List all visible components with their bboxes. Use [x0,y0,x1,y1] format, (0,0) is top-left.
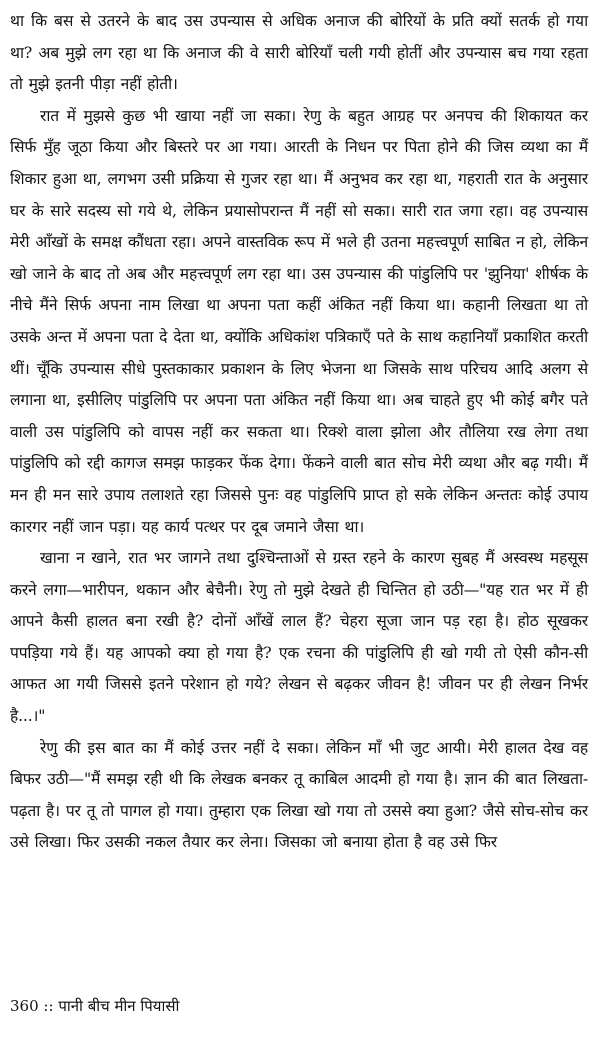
page-footer [10,996,179,1016]
paragraph-1: था कि बस से उतरने के बाद उस उपन्यास से अधिक अनाज की बोरियों के प्रति क्यों सतर्क हो गया था? अब मुझे लग रहा था कि अनाज की वे सारी बोरियाँ चली गयी होतीं और उपन्यास बच गया रहता तो मुझे इतनी पीड़ा नहीं होती। [10,12,588,94]
page-number: 360 [10,997,39,1015]
page-body [10,6,588,859]
paragraph-3: खाना न खाने, रात भर जागने तथा दुश्चिन्ताओं से ग्रस्त रहने के कारण सुबह मैं अस्वस्थ महसूस करने लगा—भारीपन, थकान और बेचैनी। रेणु तो मुझे देखते ही चिन्तित हो उठी—"यह रात भर में ही आपने कैसी हालत बना रखी है? दोनों आँखें लाल हैं? चेहरा सूजा जान पड़ रहा है। होठ सूखकर पपड़िया गये हैं। यह आपको क्या हो गया है? एक रचना की पांडुलिपि ही खो गयी तो ऐसी कौन-सी आफत आ गयी जिससे इतने परेशान हो गये? लेखन से बढ़कर जीवन है! जीवन पर ही लेखन निर्भर है...।" [10,549,588,726]
footer-separator: :: [43,997,54,1015]
paragraph-4: रेणु की इस बात का मैं कोई उत्तर नहीं दे सका। लेकिन माँ भी जुट आयी। मेरी हालत देख वह बिफर उठी—"मैं समझ रही थी कि लेखक बनकर तू काबिल आदमी हो गया है। ज्ञान की बात लिखता-पढ़ता है। पर तू तो पागल हो गया। तुम्हारा एक लिखा खो गया तो उससे क्या हुआ? जैसे सोच-सोच कर उसे लिखा। फिर उसकी नकल तैयार कर लेना। जिसका जो बनाया होता है वह उसे फिर [10,738,588,852]
paragraph-2: रात में मुझसे कुछ भी खाया नहीं जा सका। रेणु के बहुत आग्रह पर अनपच की शिकायत कर सिर्फ मुँह जूठा किया और बिस्तरे पर आ गया। आरती के निधन पर पिता होने की जिस व्यथा का मैं शिकार हुआ था, लगभग उसी प्रक्रिया से गुजर रहा था। मैं अनुभव कर रहा था, गहराती रात के अनुसार घर के सारे सदस्य सो गये थे, लेकिन प्रयासोपरान्त मैं नहीं सो सका। सारी रात जगा रहा। वह उपन्यास मेरी आँखों के समक्ष कौंधता रहा। अपने वास्तविक रूप में भले ही उतना महत्त्वपूर्ण साबित न हो, लेकिन खो जाने के बाद तो अब और महत्त्वपूर्ण लग रहा था। उस उपन्यास की पांडुलिपि पर 'झुनिया' शीर्षक के नीचे मैंने सिर्फ अपना नाम लिखा था अपना पता कहीं अंकित नहीं किया था। कहानी लिखता था तो उसके अन्त में अपना पता दे देता था, क्योंकि अधिकांश पत्रिकाएँ पते के साथ कहानियाँ प्रकाशित करती थीं। चूँकि उपन्यास सीधे पुस्तकाकार प्रकाशन के लिए भेजना था जिसके साथ परिचय आदि अलग से लगाना था, इसीलिए पांडुलिपि पर अपना पता अंकित नहीं किया था। अब चाहते हुए भी कोई बगैर पते वाली उस पांडुलिपि को वापस नहीं कर सकता था। रिक्शे वाला झोला और तौलिया रख लेगा तथा पांडुलिपि को रद्दी कागज समझ फाड़कर फेंक देगा। फेंकने वाली बात सोच मेरी व्यथा और बढ़ गयी। मैं मन ही मन सारे उपाय तलाशते रहा जिससे पुनः वह पांडुलिपि प्राप्त हो सके लेकिन अन्ततः कोई उपाय कारगर नहीं जान पड़ा। यह कार्य पत्थर पर दूब जमाने जैसा था। [10,106,588,536]
book-title: पानी बीच मीन पियासी [58,997,180,1015]
